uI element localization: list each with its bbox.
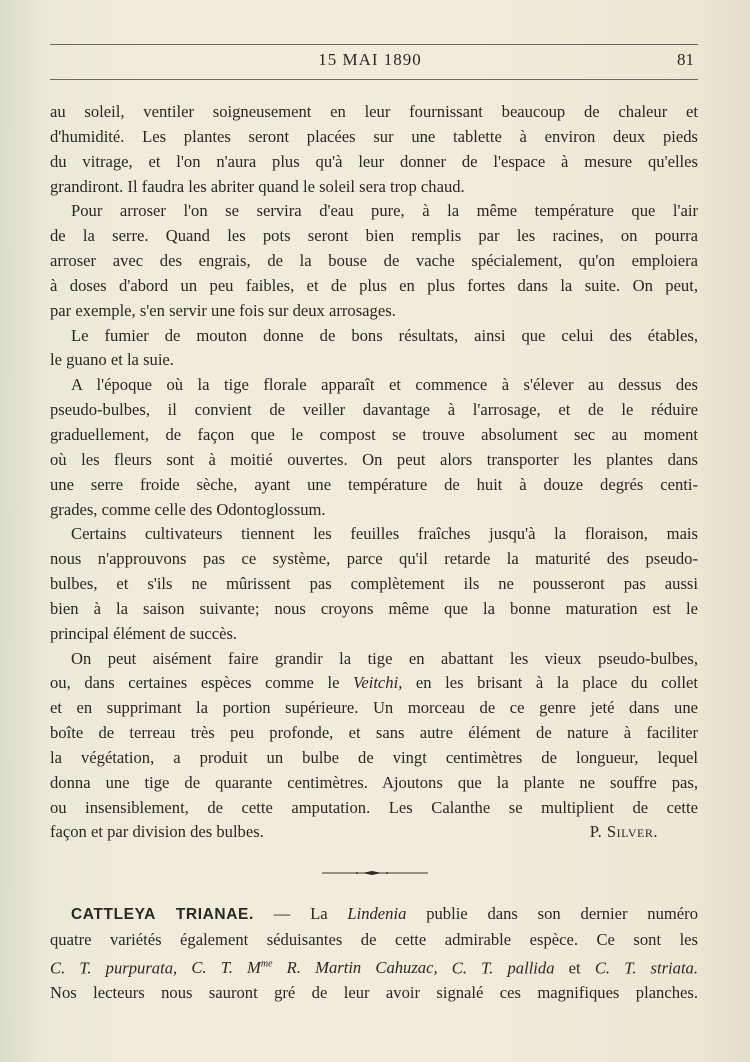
header-rule-top — [50, 44, 698, 45]
variety-name: C. T. striata. — [594, 958, 699, 978]
text-line: nous n'approuvons pas ce système, parce qu'il retarde la maturité des pseudo- — [50, 549, 698, 569]
text-line: Le fumier de mouton donne de bons résultats, ainsi que celui des étables, — [71, 325, 698, 345]
text-line: de la serre. Quand les pots seront bien remplis par les racines, on pourra — [50, 226, 698, 246]
text-run: en les brisant à la place du collet — [402, 673, 698, 693]
text-line: boîte de terreau très peu profonde, et sans autre élément de nature à faciliter — [50, 723, 698, 743]
running-header-date: 15 MAI 1890 — [318, 50, 422, 69]
paragraph-3 — [50, 324, 698, 374]
text-line: par exemple, s'en servir une fois sur deux arrosages. — [50, 300, 396, 320]
text-line: A l'époque où la tige florale apparaît et commence à s'élever au dessus des — [71, 375, 698, 395]
paragraph-4 — [50, 373, 698, 522]
text-line: la végétation, a produit un bulbe de vingt centimètres de longueur, lequel — [50, 747, 698, 767]
text-run: et — [554, 958, 595, 978]
text-line: Certains cultivateurs tiennent les feuilles fraîches jusqu'à la floraison, mais — [71, 524, 698, 544]
text-line: ou insensiblement, de cette amputation. Les Calanthe se multiplient de cette — [50, 797, 698, 817]
paragraph-5 — [50, 522, 698, 646]
text-line: où les fleurs sont à moitié ouvertes. On peut alors transporter les plantes dans — [50, 449, 698, 469]
text-line: grades, comme celle des Odontoglossum. — [50, 499, 326, 519]
article-body — [50, 100, 698, 845]
text-line: pseudo-bulbes, il convient de veiller davantage à l'arrosage, et de le réduire — [50, 400, 698, 420]
text-line: grandiront. Il faudra les abriter quand le soleil sera trop chaud. — [50, 176, 465, 196]
text-run: — La — [253, 904, 348, 923]
section-heading: CATTLEYA TRIANAE. — [71, 906, 254, 923]
text-line: On peut aisément faire grandir la tige en abattant les vieux pseudo-bulbes, — [71, 648, 698, 668]
paragraph-1 — [50, 100, 698, 199]
text-line: arroser avec des engrais, de la bouse de vache spécialement, qu'on emploiera — [50, 251, 698, 271]
text-line — [50, 671, 698, 696]
journal-title: Lindenia — [347, 904, 407, 923]
variety-name — [191, 958, 437, 977]
text-run: ou, dans certaines espèces comme le — [50, 673, 354, 693]
text-line: bien à la saison suivante; nous croyons même que la bonne maturation est le — [50, 598, 698, 618]
paragraph-6 — [50, 647, 698, 846]
variety-name: C. T. purpurata, — [50, 958, 178, 978]
text-line: à doses d'abord un peu faibles, et de plus en plus fortes dans la suite. On peut, — [50, 275, 698, 295]
text-run: R. Martin Cahuzac, — [272, 958, 438, 978]
text-line: le guano et la suie. — [50, 350, 174, 370]
cattleya-note — [50, 902, 698, 1006]
header-rule-bottom — [50, 79, 698, 80]
text-line — [50, 953, 698, 981]
text-line — [50, 820, 698, 845]
text-line — [50, 902, 698, 928]
text-line: d'humidité. Les plantes seront placées sur une tablette à environ deux pieds — [50, 126, 698, 146]
page-number: 81 — [677, 50, 694, 69]
section-divider-ornament — [0, 868, 750, 878]
text-run: publie dans son dernier numéro — [406, 904, 698, 923]
text-line: du vitrage, et l'on n'aura plus qu'à leur donner de l'espace à mesure qu'elles — [50, 151, 698, 171]
text-run: C. T. M — [191, 958, 261, 978]
text-line: et en supprimant la portion supérieure. Un morceau de ce genre jeté dans une — [50, 698, 698, 718]
species-name: Veitchi, — [353, 673, 403, 693]
superscript: me — [260, 958, 273, 970]
text-line: au soleil, ventiler soigneusement en leur fournissant beaucoup de chaleur et — [50, 102, 698, 121]
text-line: bulbes, et s'ils ne mûrissent pas complètement ils ne pousseront pas aussi — [50, 574, 698, 594]
variety-name: C. T. pallida — [451, 958, 555, 978]
text-line: une serre froide sèche, ayant une température de huit à douze degrés centi- — [50, 474, 698, 494]
paragraph-2 — [50, 199, 698, 323]
text-line: quatre variétés également séduisantes de cette admirable espèce. Ce sont les — [50, 929, 698, 949]
text-line: graduellement, de façon que le compost se trouve absolument sec au moment — [50, 424, 698, 444]
text-run: façon et par division des bulbes. — [50, 822, 264, 842]
text-line: Nos lecteurs nous sauront gré de leur avoir signalé ces magnifiques planches. — [50, 983, 698, 1003]
text-line: Pour arroser l'on se servira d'eau pure, à la même température que l'air — [71, 201, 698, 221]
text-line: donna une tige de quarante centimètres. Ajoutons que la plante ne souffre pas, — [50, 772, 698, 792]
text-line: principal élément de succès. — [50, 623, 238, 643]
author-signature: P. Silver. — [589, 822, 658, 842]
